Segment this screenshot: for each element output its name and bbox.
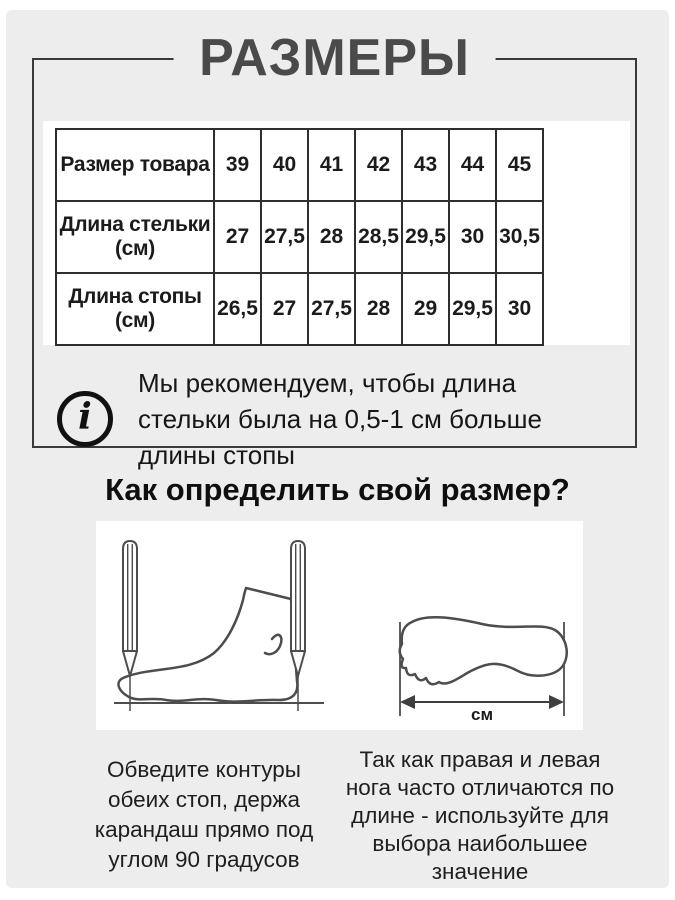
info-icon <box>57 391 113 447</box>
caption-measure: Так как правая и левая нога часто отличаются по длине - используйте для выбора наибольшее значение <box>345 747 615 884</box>
table-cell: 45 <box>496 129 543 201</box>
table-cell: 30 <box>449 201 496 273</box>
table-row <box>56 129 543 201</box>
table-row <box>56 273 543 345</box>
table-cell: 28 <box>308 201 355 273</box>
table-cell: 27 <box>214 201 261 273</box>
table-cell: 27,5 <box>261 201 308 273</box>
recommendation <box>57 365 617 473</box>
howto-heading: Как определить свой размер? <box>105 472 570 507</box>
table-cell: 26,5 <box>214 273 261 345</box>
table-cell: 29,5 <box>449 273 496 345</box>
table-cell: 30,5 <box>496 201 543 273</box>
table-cell: 40 <box>261 129 308 201</box>
footprint-outline <box>400 617 567 684</box>
table-cell: 29,5 <box>402 201 449 273</box>
table-row-label: Размер товара <box>56 129 214 201</box>
card <box>6 10 669 888</box>
sizes-box <box>32 29 637 470</box>
foot-profile-outline <box>118 588 297 702</box>
foot-length-illustration <box>392 576 582 731</box>
table-cell: 44 <box>449 129 496 201</box>
table-cell: 30 <box>496 273 543 345</box>
illustrations-panel <box>96 521 583 730</box>
table-row-label: Длина стельки (см) <box>56 201 214 273</box>
table-cell: 42 <box>355 129 402 201</box>
size-table-panel <box>43 121 630 345</box>
table-cell: 39 <box>214 129 261 201</box>
table-row <box>56 201 543 273</box>
size-table <box>55 128 544 346</box>
info-icon-glyph: i <box>78 396 92 438</box>
table-row-label: Длина стопы (см) <box>56 273 214 345</box>
recommendation-text: Мы рекомендуем, чтобы длина стельки была на 0,5-1 см больше длины стопы <box>138 368 542 470</box>
page-title: РАЗМЕРЫ <box>173 26 496 90</box>
cm-label: см <box>470 705 494 724</box>
table-cell: 29 <box>402 273 449 345</box>
table-cell: 28,5 <box>355 201 402 273</box>
caption-trace: Обведите контуры обеих стоп, держа карандаш прямо под углом 90 градусов <box>94 757 314 872</box>
table-cell: 27,5 <box>308 273 355 345</box>
table-cell: 41 <box>308 129 355 201</box>
table-cell: 27 <box>261 273 308 345</box>
table-cell: 43 <box>402 129 449 201</box>
trace-foot-illustration <box>106 535 336 721</box>
table-cell: 28 <box>355 273 402 345</box>
